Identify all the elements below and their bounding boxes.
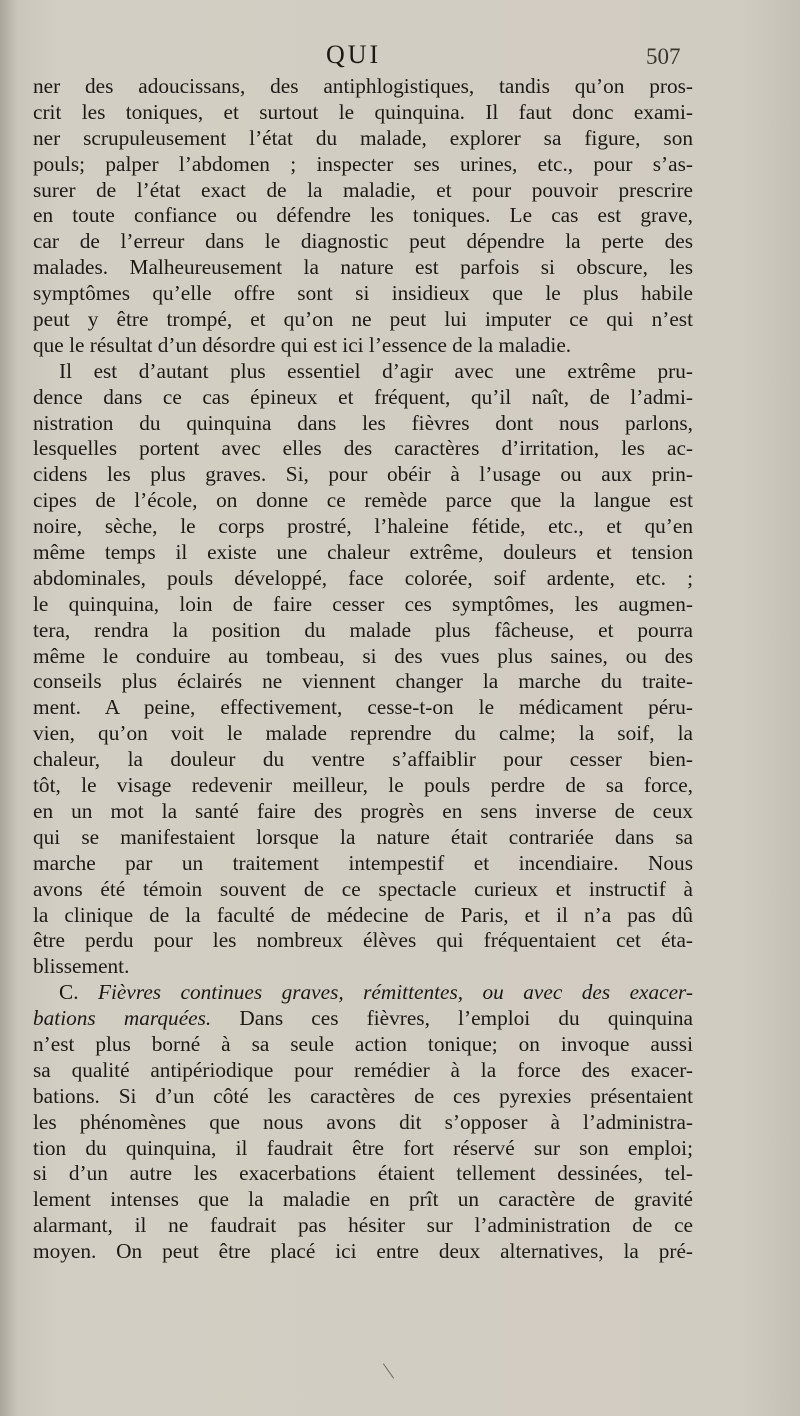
text-line: qui se manifestaient lorsque la nature était contrariée dans sa (33, 824, 693, 849)
section-label: C. (59, 980, 79, 1005)
text-line: conseils plus éclairés ne viennent changer la marche du traite- (33, 669, 693, 694)
text-line: bations. Si d’un côté les caractères de ces pyrexies présentaient (33, 1083, 693, 1108)
running-head (0, 40, 800, 76)
text-line: en toute confiance ou défendre les toniques. Le cas est grave, (33, 203, 693, 228)
text-line: surer de l’état exact de la maladie, et pour pouvoir prescrire (33, 177, 693, 202)
text-line: vien, qu’on voit le malade reprendre du calme; la soif, la (33, 721, 693, 746)
section-heading-line (33, 1006, 693, 1032)
running-head-title: QUI (326, 40, 382, 69)
text-line: ner scrupuleusement l’état du malade, explorer sa figure, son (33, 125, 693, 150)
text-line: ner des adoucissans, des antiphlogistiques, tandis qu’on pros- (33, 74, 693, 98)
text-line: moyen. On peut être placé ici entre deux alternatives, la pré- (33, 1239, 693, 1264)
section-heading-line (33, 980, 693, 1006)
text-line: même temps il existe une chaleur extrême, douleurs et tension (33, 540, 693, 565)
text-line: les phénomènes que nous avons dit s’opposer à l’administra- (33, 1109, 693, 1134)
text-line: que le résultat d’un désordre qui est ici l’essence de la maladie. (33, 332, 572, 357)
text-line: tera, rendra la position du malade plus fâcheuse, et pourra (33, 617, 693, 642)
text-line: lesquelles portent avec elles des caractères d’irritation, les ac- (33, 436, 693, 461)
text-line: lement intenses que la maladie en prît un caractère de gravité (33, 1187, 693, 1212)
text-line: en un mot la santé faire des progrès en sens inverse de ceux (33, 798, 693, 823)
text-line: la clinique de la faculté de médecine de Paris, et il n’a pas dû (33, 902, 693, 927)
text-line: cipes de l’école, on donne ce remède parce que la langue est (33, 488, 693, 513)
text-line: crit les toniques, et surtout le quinquina. Il faut donc exami- (33, 99, 693, 124)
text-line: abdominales, pouls développé, face colorée, soif ardente, etc. ; (33, 565, 693, 590)
text-line: être perdu pour les nombreux élèves qui fréquentaient cet éta- (33, 928, 693, 953)
text-line: chaleur, la douleur du ventre s’affaiblir pour cesser bien- (33, 747, 693, 772)
text-line: même le conduire au tombeau, si des vues plus saines, ou des (33, 643, 693, 668)
text-line: Il est d’autant plus essentiel d’agir avec une extrême pru- (59, 358, 693, 383)
text-line: tôt, le visage redevenir meilleur, le pouls perdre de sa force, (33, 773, 693, 798)
body-text (33, 74, 693, 1265)
text-line: car de l’erreur dans le diagnostic peut dépendre la perte des (33, 229, 693, 254)
text-line: dence dans ce cas épineux et fréquent, qu’il naît, de l’admi- (33, 384, 693, 409)
text-line: n’est plus borné à sa seule action tonique; on invoque aussi (33, 1031, 693, 1056)
text-line: blissement. (33, 954, 130, 979)
text-line: sa qualité antipériodique pour remédier à la force des exacer- (33, 1057, 693, 1082)
text-line: si d’un autre les exacerbations étaient tellement dessinées, tel- (33, 1161, 693, 1186)
text-line: peut y être trompé, et qu’on ne peut lui imputer ce qui n’est (33, 307, 693, 332)
text-line: nistration du quinquina dans les fièvres dont nous parlons, (33, 410, 693, 435)
text-line: avons été témoin souvent de ce spectacle curieux et instructif à (33, 876, 693, 901)
text-line: ment. A peine, effectivement, cesse-t-on le médicament péru- (33, 695, 693, 720)
page-mark (383, 1363, 394, 1378)
section-text: Dans ces fièvres, l’emploi du quinquina (239, 1006, 693, 1031)
text-line: tion du quinquina, il faudrait être fort réservé sur son emploi; (33, 1135, 693, 1160)
text-line: le quinquina, loin de faire cesser ces symptômes, les augmen- (33, 591, 693, 616)
page-number: 507 (646, 44, 681, 69)
text-line: symptômes qu’elle offre sont si insidieux que le plus habile (33, 281, 693, 306)
text-line: noire, sèche, le corps prostré, l’haleine fétide, etc., et qu’en (33, 514, 693, 539)
section-heading-continued: bations marquées. (33, 1006, 212, 1031)
text-line: malades. Malheureusement la nature est parfois si obscure, les (33, 255, 693, 280)
section-heading: Fièvres continues graves, rémittentes, ou avec des exacer- (97, 980, 693, 1005)
text-line: alarmant, il ne faudrait pas hésiter sur l’administration de ce (33, 1213, 693, 1238)
text-line: pouls; palper l’abdomen ; inspecter ses urines, etc., pour s’as- (33, 151, 693, 176)
text-line: marche par un traitement intempestif et incendiaire. Nous (33, 850, 693, 875)
text-line: cidens les plus graves. Si, pour obéir à l’usage ou aux prin- (33, 462, 693, 487)
